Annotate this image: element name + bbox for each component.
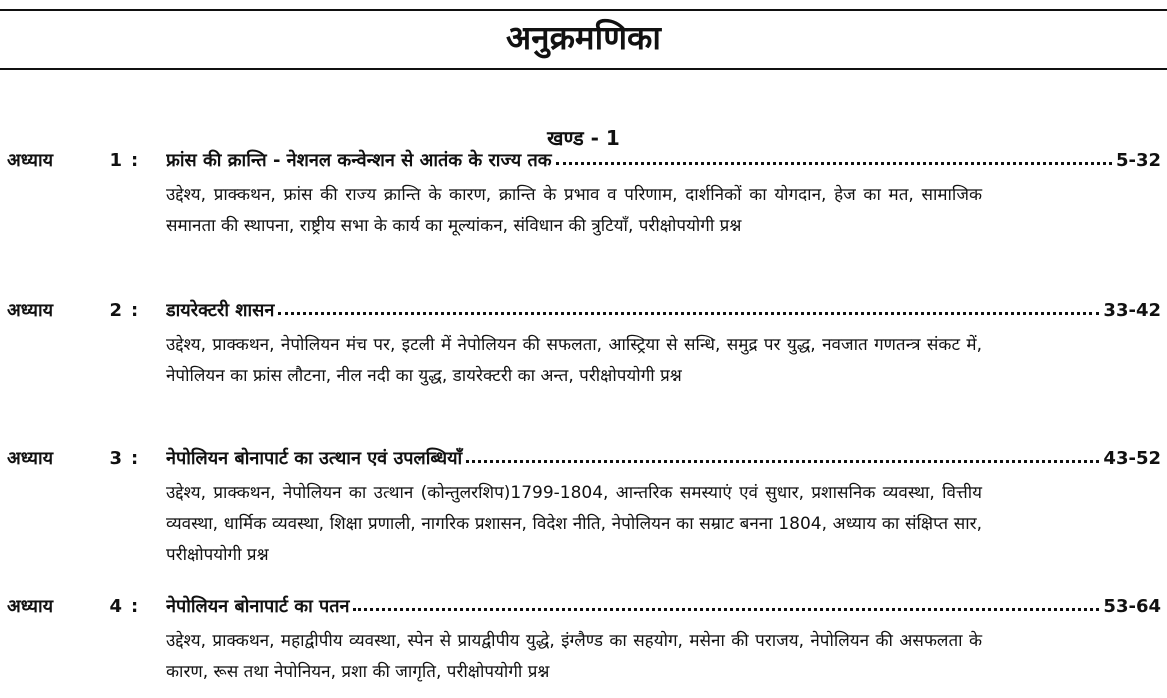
chapter-colon: : bbox=[131, 300, 139, 321]
chapter-title-line bbox=[166, 296, 1161, 326]
chapter-entry bbox=[0, 146, 1167, 242]
chapter-entry bbox=[0, 592, 1167, 688]
chapter-number: 4 bbox=[109, 596, 122, 617]
chapter-pages: 53-64 bbox=[1103, 596, 1161, 617]
chapter-number: 3 bbox=[109, 448, 122, 469]
chapter-word: अध्याय bbox=[7, 448, 54, 469]
chapter-heading[interactable] bbox=[0, 592, 1167, 622]
chapter-title: नेपोलियन बोनापार्ट का उत्थान एवं उपलब्धियाँ bbox=[166, 448, 463, 469]
dot-leader bbox=[556, 162, 1112, 165]
chapter-pages: 5-32 bbox=[1115, 150, 1161, 171]
chapter-word: अध्याय bbox=[7, 150, 54, 171]
dot-leader bbox=[353, 608, 1099, 611]
chapter-heading[interactable] bbox=[0, 146, 1167, 176]
top-rule bbox=[0, 9, 1167, 11]
chapter-colon: : bbox=[131, 448, 139, 469]
dot-leader bbox=[466, 460, 1099, 463]
chapter-description: उद्देश्य, प्राक्कथन, महाद्वीपीय व्यवस्था, स्पेन से प्रायद्वीपीय युद्धे, इंग्लैण्ड का सहयोग, मसेना की पराजय, नेपोलियन की असफलता के कारण, रूस तथा नेपोनियन, प्रशा की जागृति, परीक्षोपयोगी प्रश्न bbox=[166, 631, 982, 682]
chapter-description: उद्देश्य, प्राक्कथन, फ्रांस की राज्य क्रान्ति के कारण, क्रान्ति के प्रभाव व परिणाम, दार्शनिकों का योगदान, हेज का मत, सामाजिक समानता की स्थापना, राष्ट्रीय सभा के कार्य का मूल्यांकन, संविधान की त्रुटियाँ, परीक्षोपयोगी प्रश्न bbox=[166, 185, 982, 236]
chapter-colon: : bbox=[131, 150, 139, 171]
chapter-pages: 43-52 bbox=[1103, 448, 1161, 469]
header-bottom-rule bbox=[0, 68, 1167, 70]
chapter-title: डायरेक्टरी शासन bbox=[166, 300, 275, 321]
chapter-description: उद्देश्य, प्राक्कथन, नेपोलियन का उत्थान (कोन्तुलरशिप)1799-1804, आन्तरिक समस्याएं एवं सुधार, प्रशासनिक व्यवस्था, वित्तीय व्यवस्था, धार्मिक व्यवस्था, शिक्षा प्रणाली, नागरिक प्रशासन, विदेश नीति, नेपोलियन का सम्राट बनना 1804, अध्याय का संक्षिप्त सार, परीक्षोपयोगी प्रश्न bbox=[166, 483, 982, 565]
section-title: खण्ड - 1 bbox=[547, 126, 620, 150]
chapter-title-line bbox=[166, 146, 1161, 176]
chapter-pages: 33-42 bbox=[1103, 300, 1161, 321]
chapter-number: 2 bbox=[109, 300, 122, 321]
chapter-entry bbox=[0, 444, 1167, 571]
chapter-title-line bbox=[166, 444, 1161, 474]
chapter-heading[interactable] bbox=[0, 296, 1167, 326]
chapter-title-line bbox=[166, 592, 1161, 622]
chapter-colon: : bbox=[131, 596, 139, 617]
chapter-title: नेपोलियन बोनापार्ट का पतन bbox=[166, 596, 350, 617]
chapter-entry bbox=[0, 296, 1167, 392]
chapter-word: अध्याय bbox=[7, 300, 54, 321]
chapter-heading[interactable] bbox=[0, 444, 1167, 474]
chapter-title: फ्रांस की क्रान्ति - नेशनल कन्वेन्शन से आतंक के राज्य तक bbox=[166, 150, 552, 171]
chapter-number: 1 bbox=[109, 150, 122, 171]
dot-leader bbox=[278, 312, 1099, 315]
page-title: अनुक्रमणिका bbox=[506, 18, 661, 57]
chapter-description: उद्देश्य, प्राक्कथन, नेपोलियन मंच पर, इटली में नेपोलियन की सफलता, आस्ट्रिया से सन्धि, समुद्र पर युद्ध, नवजात गणतन्त्र संकट में, नेपोलियन का फ्रांस लौटना, नील नदी का युद्ध, डायरेक्टरी का अन्त, परीक्षोपयोगी प्रश्न bbox=[166, 335, 982, 386]
chapter-word: अध्याय bbox=[7, 596, 54, 617]
